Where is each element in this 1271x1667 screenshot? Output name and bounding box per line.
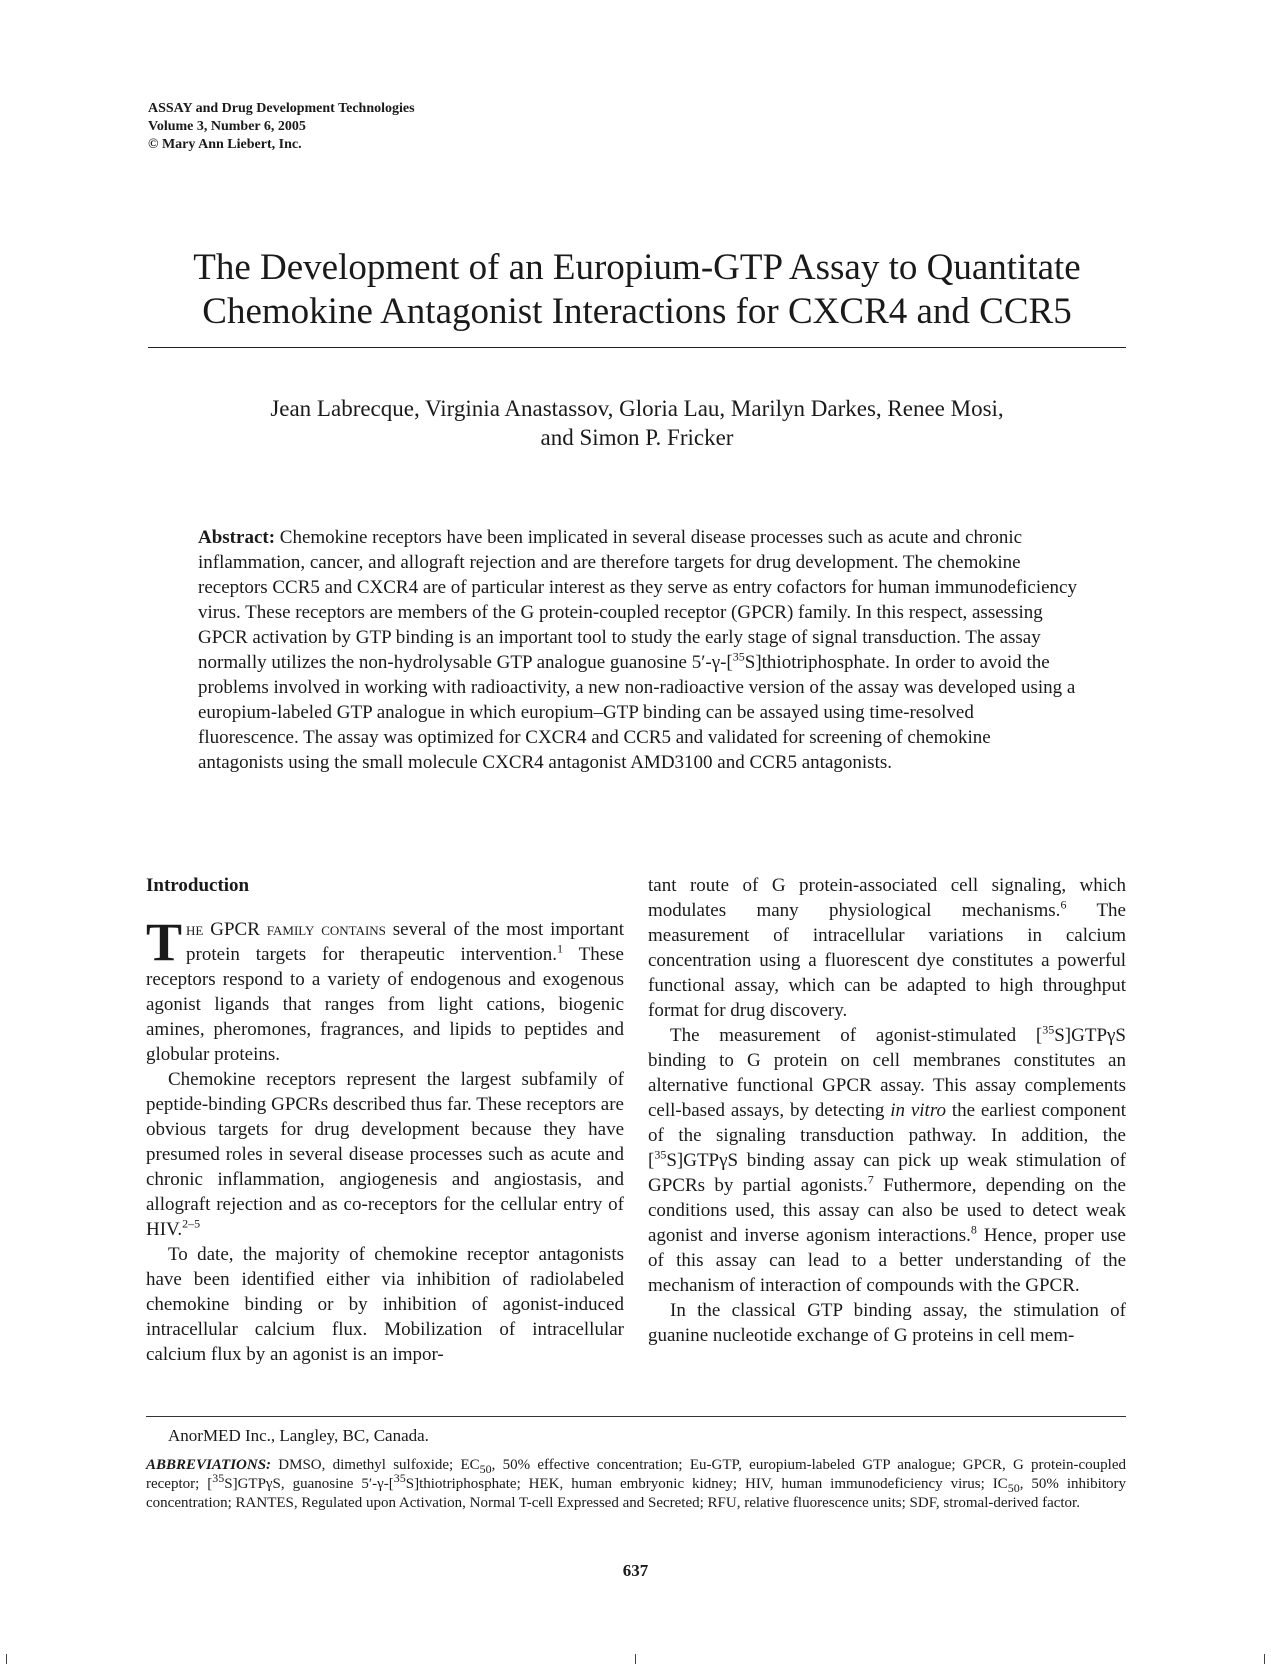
title-line-1: The Development of an Europium-GTP Assay to Quantitate <box>193 247 1081 288</box>
abbrev-sup-2: 35 <box>393 1471 406 1485</box>
journal-name: ASSAY and Drug Development Technologies <box>148 101 415 116</box>
p5-t6: Hence, proper use of this assay can lead to a better understanding of the mechanism of interaction of compounds with the GPCR. <box>648 1225 1126 1296</box>
title-line-2: Chemokine Antagonist Interactions for CXCR4 and CCR5 <box>202 291 1072 332</box>
abstract-text-a: Chemokine receptors have been implicated in several disease processes such as acute and chronic inflammation, cancer, and allograft rejection and are therefore targets for drug development. The chemokine receptors CCR5 and CXCR4 are of particular interest as they serve as entry cofactors for human immunodeficiency virus. These receptors are members of the G protein-coupled receptor (GPCR) family. In this respect, assessing GPCR activation by GTP binding is an important tool to study the early stage of signal transduction. The assay normally utilizes the non-hydrolysable GTP analogue guanosine 5′-γ-[ <box>198 527 1077 673</box>
abbrev-sub-2: 50 <box>1007 1481 1020 1495</box>
ref-8: 8 <box>970 1222 977 1237</box>
title-divider <box>148 347 1126 348</box>
abbrev-part-3: S]GTPγS, guanosine 5′-γ-[ <box>224 1476 394 1492</box>
p5-italic: in vitro <box>890 1100 947 1121</box>
intro-paragraph-5 <box>648 1023 1126 1298</box>
abstract-label: Abstract: <box>198 527 276 548</box>
intro-p2-text: Chemokine receptors represent the largest subfamily of peptide-binding GPCRs described thus far. These receptors are obvious targets for drug development because they have presumed roles in several disease processes such as acute and chronic inflammation, angiogenesis and angiostasis, and allograft rejection and as co-receptors for the cellular entry of HIV. <box>146 1069 624 1240</box>
intro-paragraph-3: To date, the majority of chemokine receptor antagonists have been identified either via inhibition of radiolabeled chemokine binding or by inhibition of agonist-induced intracellular calcium flux. Mobilization of intracellular calcium flux by an agonist is an impor- <box>146 1244 624 1365</box>
drop-cap: T <box>146 912 183 972</box>
abbrev-sup-1: 35 <box>212 1471 225 1485</box>
crop-mark-center <box>635 1654 636 1664</box>
intro-smallcaps: he GPCR family contains <box>186 919 386 940</box>
intro-paragraph-2 <box>146 1067 624 1242</box>
journal-volume: Volume 3, Number 6, 2005 <box>148 119 306 134</box>
crop-mark-left <box>6 1654 7 1664</box>
intro-paragraph-4 <box>648 873 1126 1023</box>
p5-s1: 35 <box>1042 1022 1055 1037</box>
p5-t4: S]GTPγS binding assay can pick up weak stimulation of GPCRs by partial agonists. <box>648 1150 1126 1196</box>
ref-7: 7 <box>867 1172 874 1187</box>
footnote-divider <box>146 1416 1126 1417</box>
abbrev-sub-1: 50 <box>479 1462 492 1476</box>
author-list <box>148 394 1126 452</box>
ref-1: 1 <box>557 941 564 956</box>
abbrev-part-4: S]thiotriphosphate; HEK, human embryonic kidney; HIV, human immunodeficiency virus; IC <box>405 1476 1008 1492</box>
paper-title <box>148 246 1126 334</box>
p5-t3: the earliest component of the signaling transduction pathway. In addition, the [ <box>648 1100 1126 1171</box>
intro-p1-text2: These receptors respond to a variety of endogenous and exogenous agonist ligands that ranges from light cations, biogenic amines, pheromones, fragrances, and lipids to peptides and globular proteins. <box>146 944 624 1065</box>
abbreviations <box>146 1456 1126 1513</box>
journal-header <box>148 100 415 154</box>
intro-p1-text: several of the most important protein targets for therapeutic intervention. <box>186 919 624 965</box>
affiliation: AnorMED Inc., Langley, BC, Canada. <box>168 1426 429 1445</box>
intro-p4-text-a: tant route of G protein-associated cell signaling, which modulates many physiological mechanisms. <box>648 875 1126 921</box>
intro-paragraph-6: In the classical GTP binding assay, the stimulation of guanine nucleotide exchange of G proteins in cell mem- <box>648 1300 1126 1346</box>
abstract-sup: 35 <box>732 649 745 664</box>
abbrev-part-5: , 50% inhibitory concentration; RANTES, Regulated upon Activation, Normal T-cell Expressed and Secreted; RFU, relative fluorescence units; SDF, stromal-derived factor. <box>146 1476 1126 1511</box>
authors-line-2: and Simon P. Fricker <box>540 425 734 450</box>
abstract-text-b: S]thiotriphosphate. In order to avoid the problems involved in working with radioactivity, a new non-radioactive version of the assay was developed using a europium-labeled GTP analogue in which europium–GTP binding can be assayed using time-resolved fluorescence. The assay was optimized for CXCR4 and CCR5 and validated for screening of chemokine antagonists using the small molecule CXCR4 antagonist AMD3100 and CCR5 antagonists. <box>198 652 1076 773</box>
section-heading-introduction: Introduction <box>146 875 250 896</box>
authors-line-1: Jean Labrecque, Virginia Anastassov, Gloria Lau, Marilyn Darkes, Renee Mosi, <box>270 396 1004 421</box>
p5-t5: Futhermore, depending on the conditions used, this assay can also be used to detect weak agonist and inverse agonism interactions. <box>648 1175 1126 1246</box>
crop-mark-right <box>1264 1654 1265 1664</box>
intro-p4-text-b: The measurement of intracellular variations in calcium concentration using a fluorescent dye constitutes a powerful functional assay, which can be adapted to high throughput format for drug discovery. <box>648 900 1126 1021</box>
body-column-left <box>146 873 624 1367</box>
p5-t2: S]GTPγS binding to G protein on cell membranes constitutes an alternative functional GPCR assay. This assay complements cell-based assays, by detecting <box>648 1025 1126 1121</box>
intro-paragraph-1 <box>146 912 624 1067</box>
abbrev-part-1: DMSO, dimethyl sulfoxide; EC <box>271 1457 480 1473</box>
ref-6: 6 <box>1060 897 1067 912</box>
page-number: 637 <box>622 1561 649 1580</box>
journal-copyright: © Mary Ann Liebert, Inc. <box>148 137 302 152</box>
abbreviations-label: ABBREVIATIONS: <box>146 1457 272 1473</box>
ref-2-5: 2–5 <box>182 1216 201 1231</box>
p5-t1: The measurement of agonist-stimulated [ <box>670 1025 1043 1046</box>
abbrev-part-2: , 50% effective concentration; Eu-GTP, europium-labeled GTP analogue; GPCR, G protein-coupled receptor; [ <box>146 1457 1127 1492</box>
p5-s2: 35 <box>654 1147 667 1162</box>
body-column-right <box>648 873 1126 1348</box>
abstract <box>198 525 1078 775</box>
